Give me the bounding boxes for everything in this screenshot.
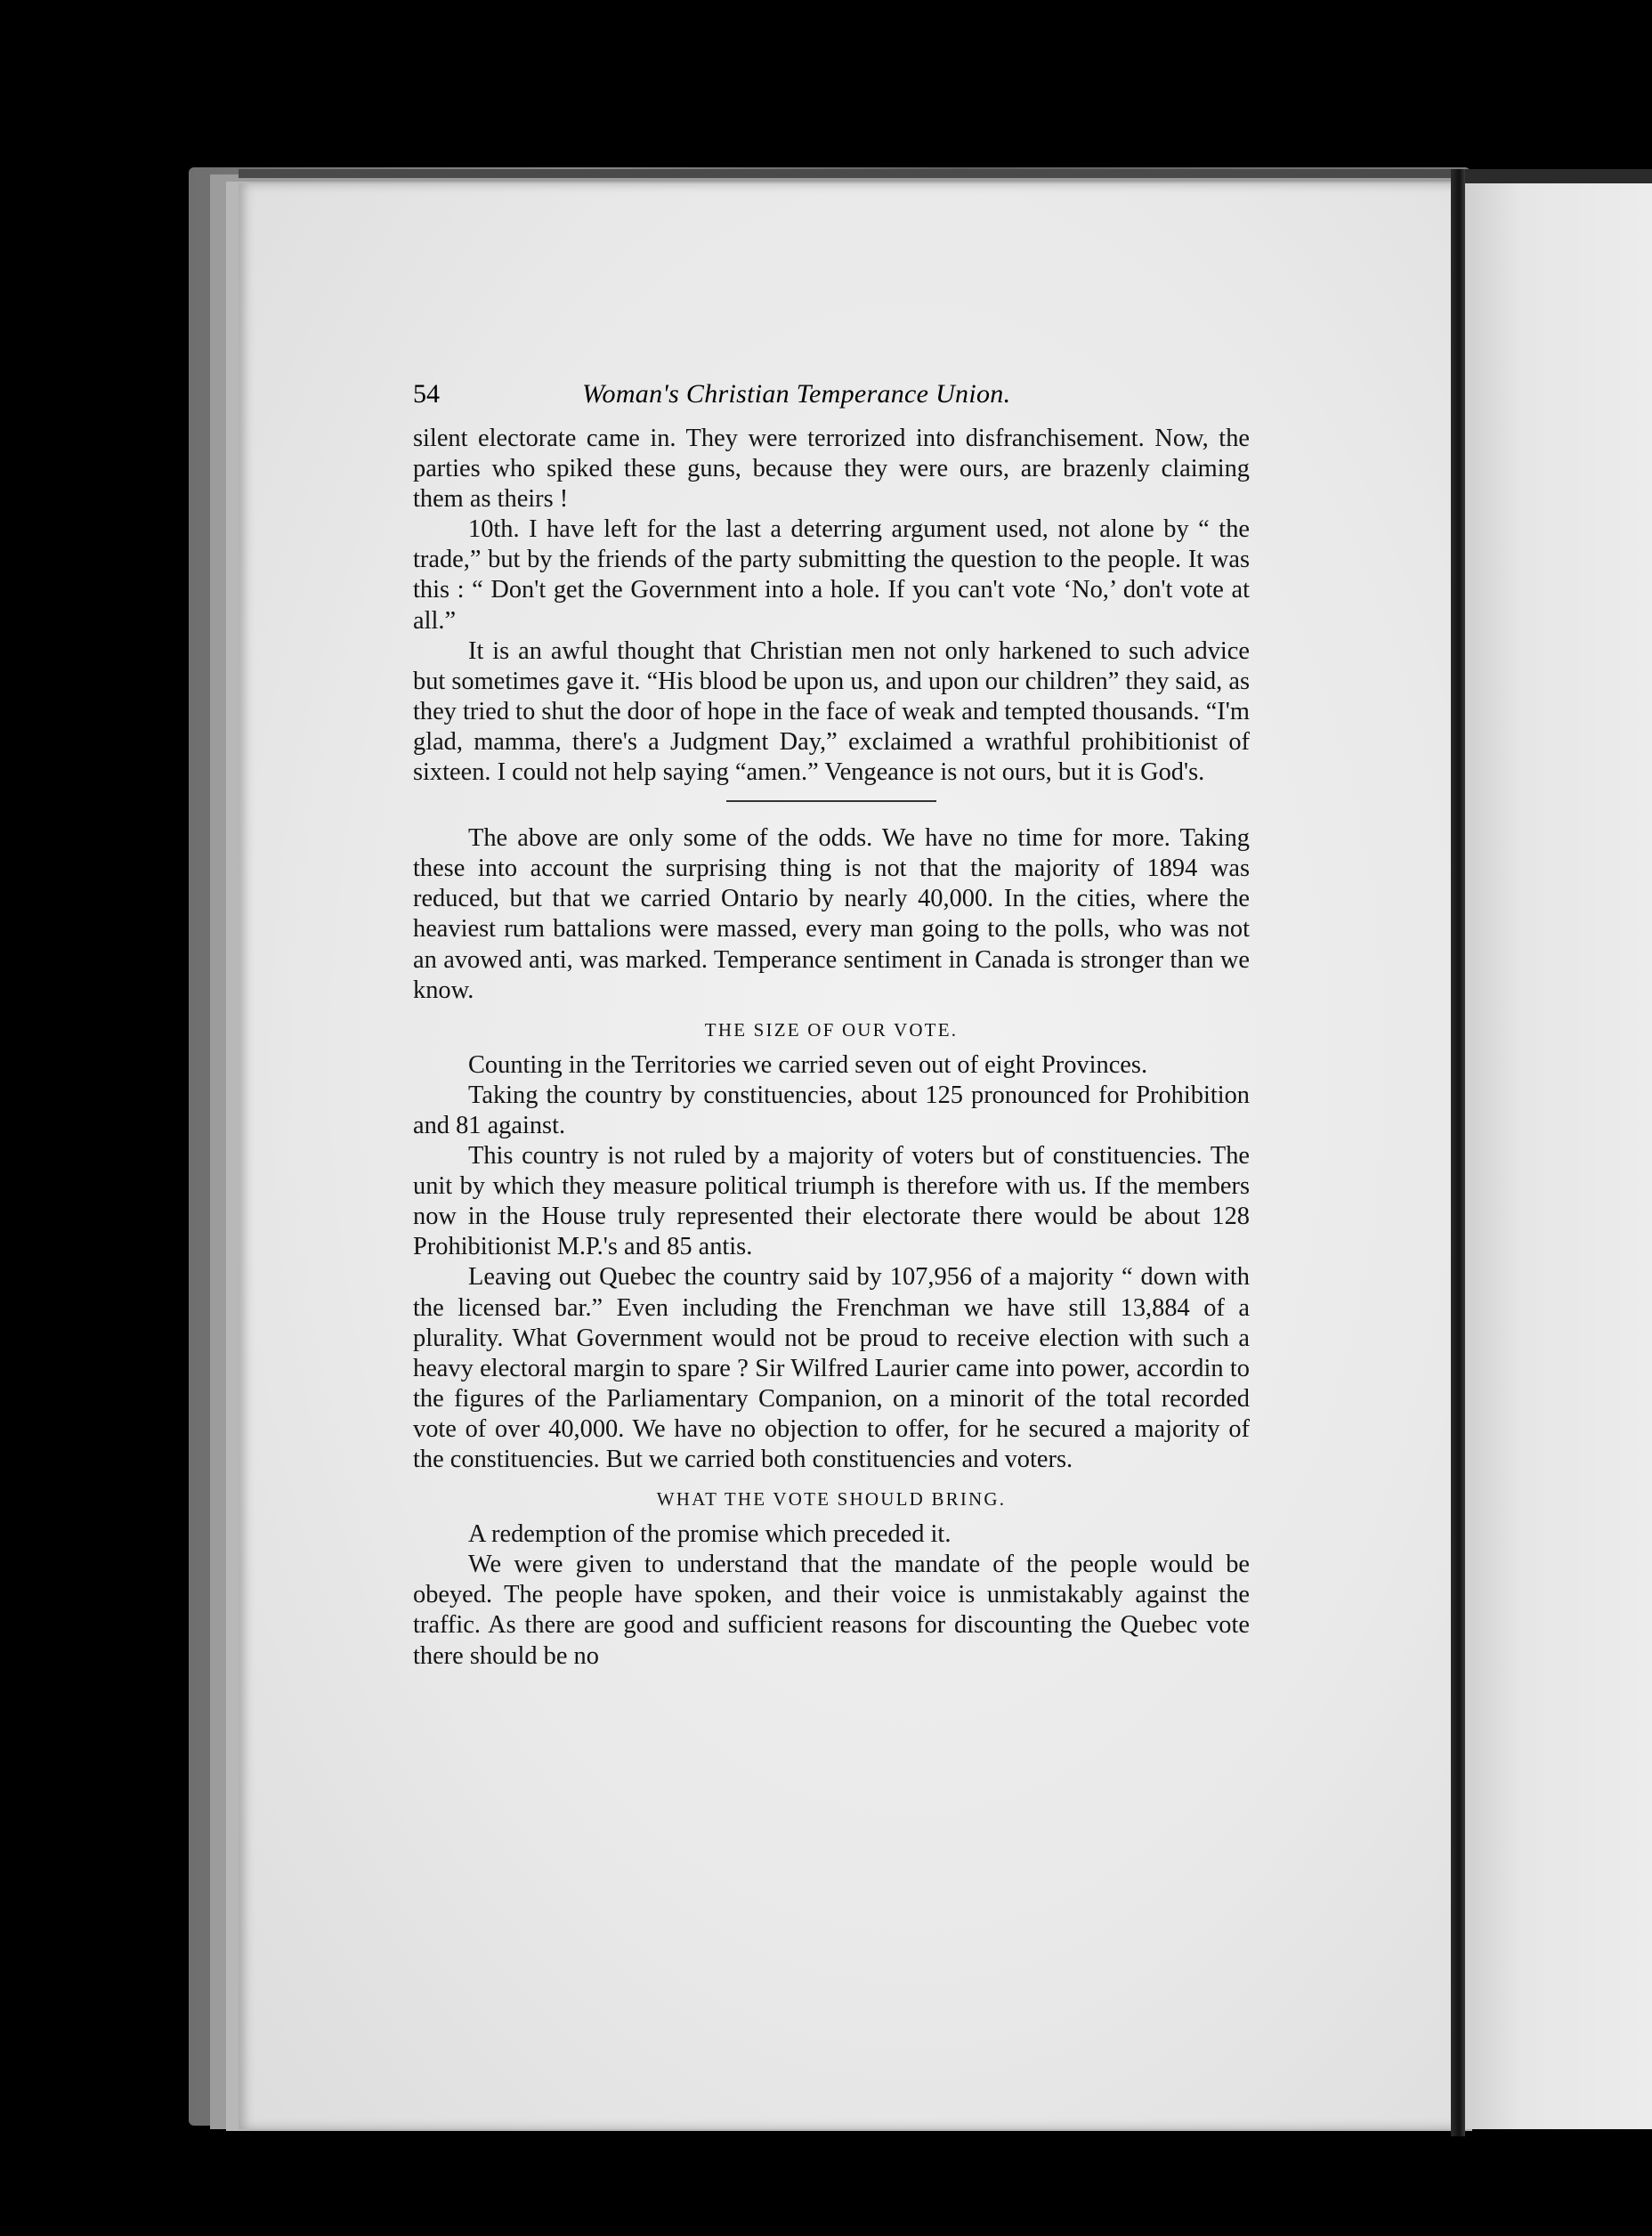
paragraph: The above are only some of the odds. We have no time for more. Taking these into account the surprising thing is not that the majority of 1894 was reduced, but that we carried Ontario by nearly 40,000. In the cities, where the heaviest rum battalions were massed, every man going to the polls, who was not an avowed anti, was marked. Temperance sentiment in Canada is stronger than we know. bbox=[413, 824, 1250, 1004]
section-heading: THE SIZE OF OUR VOTE. bbox=[704, 1018, 959, 1041]
paragraph: A redemption of the promise which preceded it. bbox=[468, 1520, 952, 1549]
paragraph: Counting in the Territories we carried seven out of eight Provinces. bbox=[468, 1050, 1148, 1079]
paragraph: We were given to understand that the mandate of the people would be obeyed. The people have spoken, and their voice is unmistakably against the traffic. As there are good and sufficient reasons for discounting the Quebec vote there should be no bbox=[413, 1551, 1250, 1670]
facing-page-edge bbox=[1465, 169, 1652, 183]
page-number: 54 bbox=[413, 379, 440, 409]
facing-page bbox=[1465, 183, 1652, 2129]
page-body bbox=[413, 424, 1250, 1672]
running-head: Woman's Christian Temperance Union. bbox=[582, 379, 1011, 409]
paragraph: It is an awful thought that Christian men not only harkened to such advice but sometimes gave it. “His blood be upon us, and upon our children” they said, as they tried to shut the door of hope in the face of weak and tempted thousands. “I'm glad, mamma, there's a Judgment Day,” exclaimed a wrathful prohibitionist of sixteen. I could not help saying “amen.” Vengeance is not ours, but it is God's. bbox=[413, 636, 1250, 787]
section-heading: WHAT THE VOTE SHOULD BRING. bbox=[656, 1488, 1007, 1511]
top-page-edge bbox=[239, 169, 1460, 178]
paragraph: Taking the country by constituencies, about 125 pronounced for Prohibition and 81 against. bbox=[413, 1081, 1250, 1139]
paragraph: This country is not ruled by a majority of voters but of constituencies. The unit by which they measure political triumph is therefore with us. If the members now in the House truly represented their electorate there would be about 128 Prohibitionist M.P.'s and 85 antis. bbox=[413, 1142, 1250, 1261]
book-gutter bbox=[1451, 169, 1465, 2136]
section-divider bbox=[726, 800, 936, 802]
paragraph: Leaving out Quebec the country said by 107,956 of a majority “ down with the licensed bar.” Even including the Frenchman we have still 13,884 of a plurality. What Government would not be proud to receive election with such a heavy electoral margin to spare ? Sir Wilfred Laurier came into power, accordin to the figures of the Parliamentary Companion, on a minorit of the total recorded vote of over 40,000. We have no objection to offer, for he secured a majority of the constituencies. But we carried both constituencies and voters. bbox=[413, 1263, 1250, 1473]
paragraph: silent electorate came in. They were terrorized into disfranchisement. Now, the parties who spiked these guns, because they were ours, are brazenly claiming them as theirs ! bbox=[413, 425, 1250, 514]
page-header bbox=[413, 379, 1250, 415]
paragraph: 10th. I have left for the last a deterring argument used, not alone by “ the trade,” but by the friends of the party submitting the question to the people. It was this : “ Don't get the Government into a hole. If you can't vote ‘No,’ don't vote at all.” bbox=[413, 515, 1250, 635]
